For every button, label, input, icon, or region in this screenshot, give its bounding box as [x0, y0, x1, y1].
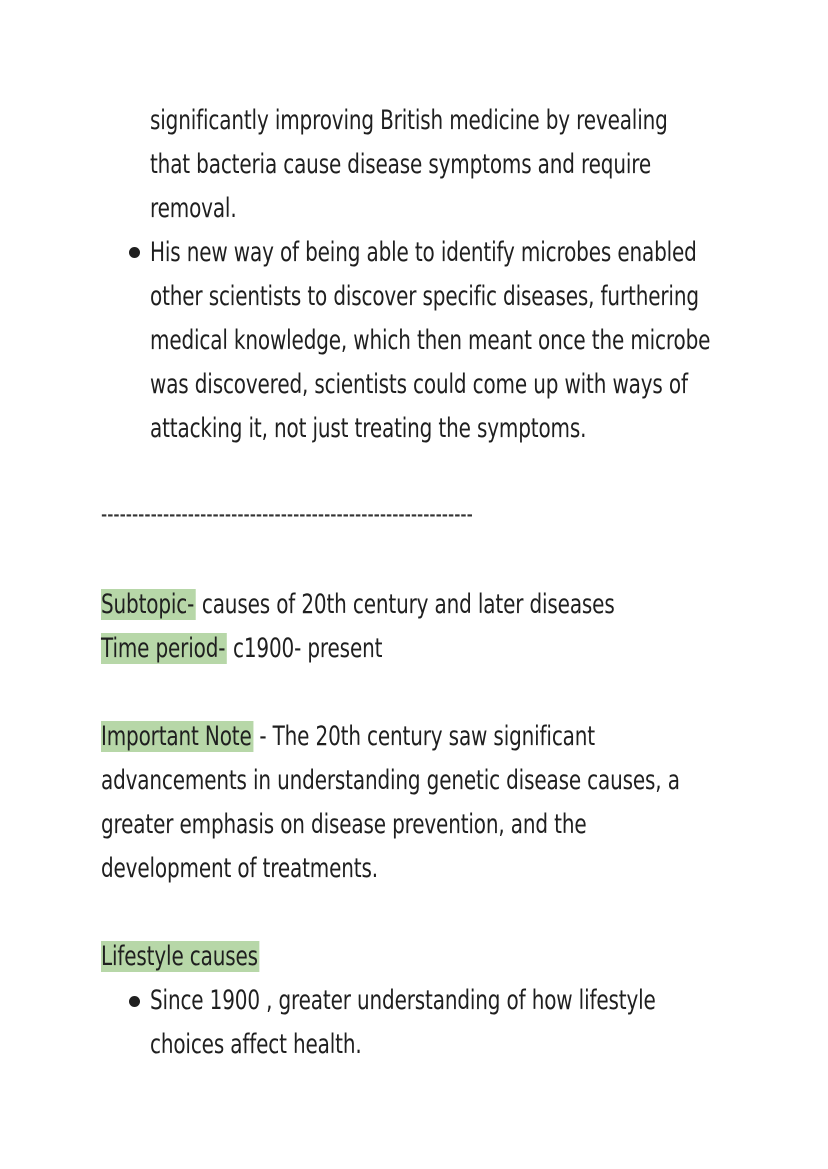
important-note-line — [101, 715, 769, 759]
section-divider: ------------------------------------------------------------ — [101, 499, 473, 530]
important-note-label: Important Note — [101, 721, 252, 752]
time-period-text: c1900- present — [226, 633, 383, 664]
bullet-text-line: medical knowledge, which then meant once the microbe — [150, 325, 711, 356]
lifestyle-heading-label: Lifestyle causes — [101, 941, 258, 972]
paragraph-line: removal. — [150, 193, 237, 224]
subtopic-label: Subtopic- — [101, 589, 195, 620]
bullet-text-line: was discovered, scientists could come up with ways of — [150, 369, 688, 400]
bullet-icon — [129, 247, 140, 258]
bullet-text-line: His new way of being able to identify microbes enabled — [150, 237, 697, 268]
bullet-icon — [129, 996, 140, 1007]
subtopic-line — [101, 583, 795, 627]
paragraph-line: that bacteria cause disease symptoms and require — [150, 149, 652, 180]
time-period-label: Time period- — [101, 633, 226, 664]
lifestyle-heading — [101, 935, 315, 979]
important-note-line: development of treatments. — [101, 853, 378, 884]
time-period-line — [101, 627, 481, 671]
bullet-text-line: attacking it, not just treating the symptoms. — [150, 413, 587, 444]
bullet-text-line: other scientists to discover specific diseases, furthering — [150, 281, 699, 312]
important-note-line: greater emphasis on disease prevention, and the — [101, 809, 587, 840]
bullet-text-line: choices affect health. — [150, 1029, 362, 1060]
bullet-text-line: Since 1900 , greater understanding of how lifestyle — [150, 985, 656, 1016]
important-note-text: - The 20th century saw significant — [253, 721, 595, 752]
important-note-line: advancements in understanding genetic disease causes, a — [101, 765, 680, 796]
paragraph-line: significantly improving British medicine by revealing — [150, 105, 668, 136]
subtopic-text: causes of 20th century and later diseases — [195, 589, 615, 620]
